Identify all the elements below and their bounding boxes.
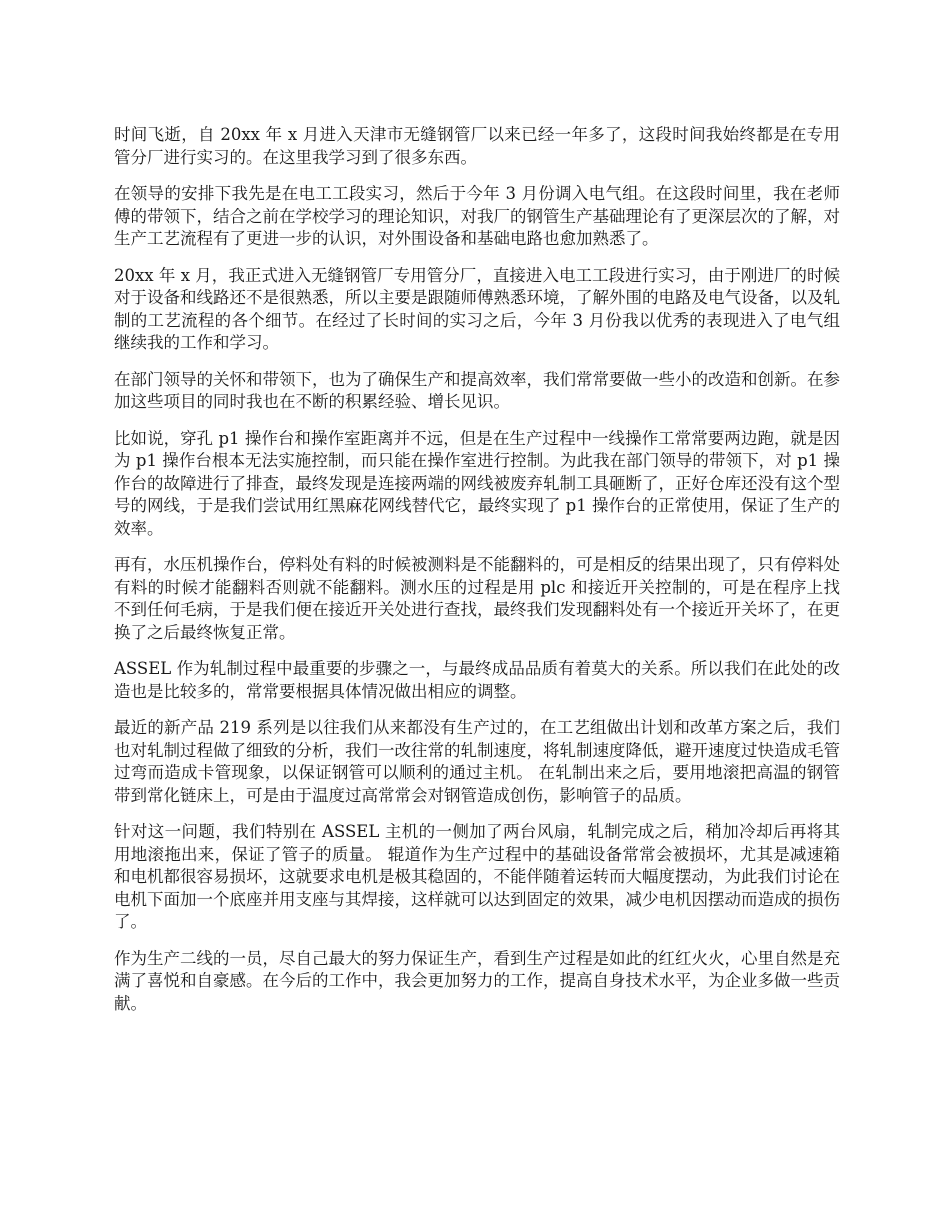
- paragraph-8: 最近的新产品 219 系列是以往我们从来都没有生产过的，在工艺组做出计划和改革方案之后，我们也对轧制过程做了细致的分析，我们一改往常的轧制速度，将轧制速度降低，避开速度过快造成毛管过弯而造成卡管现象，以保证钢管可以顺利的通过主机。 在轧制出来之后，要用地滚把高温的钢管带到常化链床上，可是由于温度过高常常会对钢管造成创伤，影响管子的品质。: [114, 718, 840, 805]
- paragraph-10: 作为生产二线的一员，尽自己最大的努力保证生产，看到生产过程是如此的红红火火，心里自然是充满了喜悦和自豪感。在今后的工作中，我会更加努力的工作，提高自身技术水平，为企业多做一些贡献。: [114, 948, 840, 1013]
- paragraph-6: 再有，水压机操作台，停料处有料的时候被测料是不能翻料的，可是相反的结果出现了，只有停料处有料的时候才能翻料否则就不能翻料。测水压的过程是用 plc 和接近开关控制的，可是在程序上找不到任何毛病，于是我们便在接近开关处进行查找，最终我们发现翻料处有一个接近开关坏了，在更换了之后最终恢复正常。: [114, 555, 840, 642]
- paragraph-5: 比如说，穿孔 p1 操作台和操作室距离并不远，但是在生产过程中一线操作工常常要两边跑，就是因为 p1 操作台根本无法实施控制，而只能在操作室进行控制。为此我在部门领导的带领下，对 p1 操作台的故障进行了排查，最终发现是连接两端的网线被废弃轧制工具砸断了，正好仓库还没有这个型号的网线，于是我们尝试用红黑麻花网线替代它，最终实现了 p1 操作台的正常使用，保证了生产的效率。: [114, 428, 840, 538]
- paragraph-2: 在领导的安排下我先是在电工工段实习，然后于今年 3 月份调入电气组。在这段时间里，我在老师傅的带领下，结合之前在学校学习的理论知识，对我厂的钢管生产基础理论有了更深层次的了解，对生产工艺流程有了更进一步的认识，对外围设备和基础电路也愈加熟悉了。: [114, 184, 840, 248]
- paragraph-1: 时间飞逝，自 20xx 年 x 月进入天津市无缝钢管厂以来已经一年多了，这段时间我始终都是在专用管分厂进行实习的。在这里我学习到了很多东西。: [114, 125, 840, 167]
- paragraph-4: 在部门领导的关怀和带领下，也为了确保生产和提高效率，我们常常要做一些小的改造和创新。在参加这些项目的同时我也在不断的积累经验、增长见识。: [114, 369, 840, 411]
- document-body: [114, 124, 840, 1029]
- paragraph-3: 20xx 年 x 月，我正式进入无缝钢管厂专用管分厂，直接进入电工工段进行实习，由于刚进厂的时候对于设备和线路还不是很熟悉，所以主要是跟随师傅熟悉环境，了解外围的电路及电气设备，以及轧制的工艺流程的各个细节。在经过了长时间的实习之后，今年 3 月份我以优秀的表现进入了电气组继续我的工作和学习。: [114, 265, 840, 352]
- paragraph-9: 针对这一问题，我们特别在 ASSEL 主机的一侧加了两台风扇，轧制完成之后，稍加冷却后再将其用地滚拖出来，保证了管子的质量。 辊道作为生产过程中的基础设备常常会被损坏，尤其是减速箱和电机都很容易损坏，这就要求电机是极其稳固的，不能伴随着运转而大幅度摆动，为此我们讨论在电机下面加一个底座并用支座与其焊接，这样就可以达到固定的效果，减少电机因摆动而造成的损伤了。: [114, 822, 840, 931]
- paragraph-7: ASSEL 作为轧制过程中最重要的步骤之一，与最终成品品质有着莫大的关系。所以我们在此处的改造也是比较多的，常常要根据具体情况做出相应的调整。: [114, 659, 840, 701]
